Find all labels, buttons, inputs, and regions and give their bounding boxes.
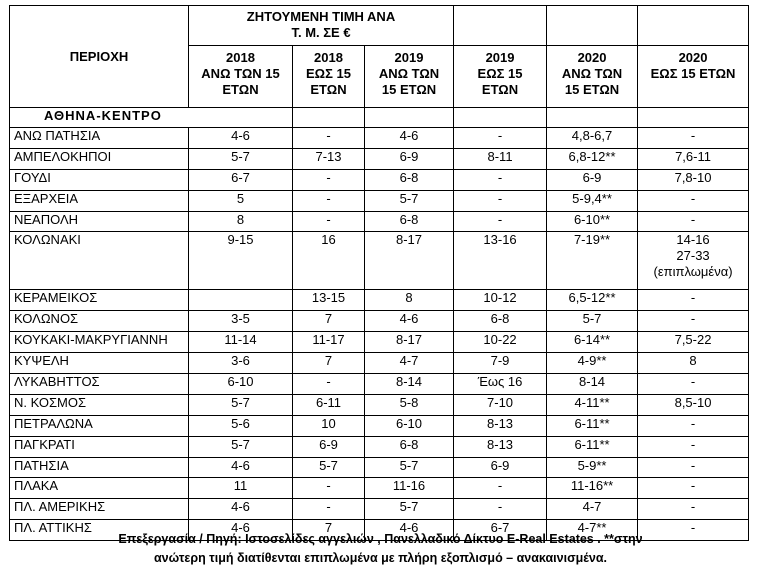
area-name: ΓΟΥΔΙ (10, 169, 189, 190)
price-cell: Έως 16 (454, 374, 547, 395)
price-cell: 5-7 (365, 499, 454, 520)
price-cell: 3-6 (189, 353, 293, 374)
price-cell: 4-6 (189, 499, 293, 520)
price-cell: 4-7 (547, 499, 638, 520)
price-cell: 7,5-22 (638, 332, 749, 353)
price-cell: - (454, 169, 547, 190)
price-cell: 6-8 (365, 169, 454, 190)
area-name: ΑΜΠΕΛΟΚΗΠΟΙ (10, 148, 189, 169)
price-cell: 10 (293, 415, 365, 436)
price-cell: 7 (293, 520, 365, 541)
column-header-year: 2020 (678, 50, 708, 65)
area-name: ΠΛΑΚΑ (10, 478, 189, 499)
area-name: ΛΥΚΑΒΗΤΤΟΣ (10, 374, 189, 395)
price-cell: - (293, 478, 365, 499)
price-cell: 16 (293, 232, 365, 290)
price-cell: 7-19** (547, 232, 638, 290)
price-cell (638, 232, 749, 290)
price-cell: 8-13 (454, 436, 547, 457)
footnote-line-1: Επεξεργασία / Πηγή: Ιστοσελίδες αγγελιών , Πανελλαδικό Δίκτυο E-Real Estates . **στην (118, 532, 643, 546)
price-cell: 6-14** (547, 332, 638, 353)
header-row-1 (10, 6, 749, 46)
table-row (10, 128, 749, 149)
price-cell: 4-6 (189, 520, 293, 541)
section-empty-cell (365, 108, 454, 128)
price-cell: - (293, 499, 365, 520)
column-header-3 (365, 46, 454, 108)
price-cell: 13-16 (454, 232, 547, 290)
price-cell: 5-7 (547, 311, 638, 332)
price-cell: 4-7 (365, 353, 454, 374)
price-cell: 4-6 (365, 311, 454, 332)
price-cell: 5-9** (547, 457, 638, 478)
price-cell: 6-7 (454, 520, 547, 541)
price-cell: 7,8-10 (638, 169, 749, 190)
price-cell: 7 (293, 311, 365, 332)
column-header-line2: 15 ΕΤΩΝ (381, 82, 437, 97)
price-table (9, 5, 749, 541)
column-header-line2: 15 ΕΤΩΝ (564, 82, 620, 97)
price-cell: - (454, 190, 547, 211)
price-cell: 13-15 (293, 290, 365, 311)
column-header-2 (293, 46, 365, 108)
price-cell: 8-11 (454, 148, 547, 169)
table-row (10, 394, 749, 415)
section-row (10, 108, 749, 128)
price-cell: 9-15 (189, 232, 293, 290)
price-cell-value: 14-16 (676, 232, 710, 248)
column-header-line1: ΑΝΩ ΤΩΝ (378, 66, 440, 81)
column-header-year: 2018 (314, 50, 343, 65)
price-cell: 10-12 (454, 290, 547, 311)
price-cell: 5-8 (365, 394, 454, 415)
table-row (10, 232, 749, 290)
price-cell: 8-14 (547, 374, 638, 395)
price-cell: - (638, 415, 749, 436)
price-cell-extra: (επιπλωμένα) (653, 264, 733, 280)
area-name: ΠΛ. ΑΜΕΡΙΚΗΣ (10, 499, 189, 520)
table-row (10, 290, 749, 311)
price-cell: - (638, 478, 749, 499)
column-header-6 (638, 46, 749, 108)
price-cell: - (638, 457, 749, 478)
column-header-year: 2018 (226, 50, 255, 65)
area-name: ΚΟΛΩΝΑΚΙ (10, 232, 189, 290)
section-empty-cell (293, 108, 365, 128)
header-empty-cell (638, 6, 749, 46)
column-header-line1: ΕΩΣ 15 ΕΤΩΝ (650, 66, 736, 81)
area-name: Ν. ΚΟΣΜΟΣ (10, 394, 189, 415)
price-cell: - (638, 520, 749, 541)
price-cell: 4-6 (189, 457, 293, 478)
area-name: ΠΑΓΚΡΑΤΙ (10, 436, 189, 457)
price-cell: 8,5-10 (638, 394, 749, 415)
area-name: ΚΕΡΑΜΕΙΚΟΣ (10, 290, 189, 311)
column-header-line1: ΕΩΣ 15 (306, 66, 351, 81)
column-header-line2: ΕΤΩΝ (222, 82, 259, 97)
price-cell: 4-6 (365, 128, 454, 149)
price-cell: - (638, 190, 749, 211)
price-cell: 11 (189, 478, 293, 499)
column-header-line2: ΕΤΩΝ (310, 82, 347, 97)
column-header-line1: ΑΝΩ ΤΩΝ 15 (201, 66, 280, 81)
column-header-line1: ΕΩΣ 15 (477, 66, 523, 81)
table-row (10, 190, 749, 211)
area-name: ΠΛ. ΑΤΤΙΚΗΣ (10, 520, 189, 541)
price-cell: - (638, 290, 749, 311)
price-cell (189, 290, 293, 311)
price-cell: 10-22 (454, 332, 547, 353)
price-cell: 5 (189, 190, 293, 211)
table-row (10, 211, 749, 232)
price-cell: - (638, 374, 749, 395)
column-header-5 (547, 46, 638, 108)
column-header-year: 2019 (394, 50, 424, 65)
price-cell: - (454, 499, 547, 520)
section-title: ΑΘΗΝΑ-ΚΕΝΤΡΟ (10, 108, 293, 128)
area-name: ΚΟΛΩΝΟΣ (10, 311, 189, 332)
price-cell: 11-16 (365, 478, 454, 499)
area-name: ΚΟΥΚΑΚΙ-ΜΑΚΡΥΓΙΑΝΝΗ (10, 332, 189, 353)
price-cell: - (638, 499, 749, 520)
price-cell: - (293, 128, 365, 149)
price-cell: - (293, 169, 365, 190)
price-cell: 6,8-12** (547, 148, 638, 169)
price-cell: 8 (189, 211, 293, 232)
price-cell: 6-9 (365, 148, 454, 169)
price-cell: 6-9 (547, 169, 638, 190)
price-cell: - (293, 211, 365, 232)
price-title-line2: Τ. Μ. ΣΕ € (291, 25, 351, 40)
price-cell: 7-10 (454, 394, 547, 415)
price-cell: 6-10 (189, 374, 293, 395)
price-title-header (189, 6, 454, 46)
section-empty-cell (454, 108, 547, 128)
price-cell: 5-7 (189, 394, 293, 415)
price-cell: 8 (638, 353, 749, 374)
table-row (10, 374, 749, 395)
price-cell: - (638, 211, 749, 232)
price-cell: 4-7** (547, 520, 638, 541)
column-header-line1: ΑΝΩ ΤΩΝ (561, 66, 623, 81)
price-cell: 5-7 (189, 148, 293, 169)
area-name: ΠΑΤΗΣΙΑ (10, 457, 189, 478)
price-cell: 8-13 (454, 415, 547, 436)
price-cell: 5-7 (365, 190, 454, 211)
price-cell: 11-14 (189, 332, 293, 353)
price-cell: 7 (293, 353, 365, 374)
column-header-year: 2019 (485, 50, 515, 65)
table-row (10, 148, 749, 169)
section-empty-cell (547, 108, 638, 128)
area-name: ΑΝΩ ΠΑΤΗΣΙΑ (10, 128, 189, 149)
price-cell: 6-8 (365, 211, 454, 232)
section-empty-cell (638, 108, 749, 128)
price-cell: - (638, 128, 749, 149)
price-cell: 6-11** (547, 436, 638, 457)
table-row (10, 169, 749, 190)
table-row (10, 332, 749, 353)
price-cell: 6-8 (454, 311, 547, 332)
price-cell: 6-7 (189, 169, 293, 190)
table-row (10, 478, 749, 499)
price-cell: - (293, 190, 365, 211)
table-row (10, 415, 749, 436)
price-cell: 5-7 (293, 457, 365, 478)
price-cell: 6,5-12** (547, 290, 638, 311)
price-cell: 4-6 (365, 520, 454, 541)
table-row (10, 311, 749, 332)
price-cell: 5-7 (365, 457, 454, 478)
price-cell: 11-16** (547, 478, 638, 499)
table-row (10, 436, 749, 457)
price-cell: 5-7 (189, 436, 293, 457)
price-cell-extra: 27-33 (676, 248, 710, 264)
header-empty-cell (547, 6, 638, 46)
column-header-line2: ΕΤΩΝ (481, 82, 519, 97)
price-cell: 6-10** (547, 211, 638, 232)
area-name: ΕΞΑΡΧΕΙΑ (10, 190, 189, 211)
price-cell: 4-9** (547, 353, 638, 374)
price-cell: - (638, 436, 749, 457)
price-cell: - (454, 128, 547, 149)
column-header-4 (454, 46, 547, 108)
price-cell: 4-11** (547, 394, 638, 415)
price-title-line1: ΖΗΤΟΥΜΕΝΗ ΤΙΜΗ ΑΝΑ (246, 9, 396, 24)
price-cell: 4-6 (189, 128, 293, 149)
price-cell: 5-9,4** (547, 190, 638, 211)
footnote-line-2: ανώτερη τιμή διατίθενται επιπλωμένα με πλήρη εξοπλισμό – ανακαινισμένα. (153, 551, 608, 565)
table-row (10, 457, 749, 478)
price-cell: 6-10 (365, 415, 454, 436)
price-cell: - (454, 211, 547, 232)
price-cell: 8-17 (365, 232, 454, 290)
price-cell: 8-17 (365, 332, 454, 353)
area-name: ΠΕΤΡΑΛΩΝΑ (10, 415, 189, 436)
price-cell: 6-11 (293, 394, 365, 415)
header-empty-cell (454, 6, 547, 46)
price-cell: - (454, 478, 547, 499)
price-cell: 5-6 (189, 415, 293, 436)
price-cell: 3-5 (189, 311, 293, 332)
column-header-year: 2020 (577, 50, 607, 65)
price-cell: - (293, 374, 365, 395)
table-row (10, 353, 749, 374)
area-name: ΝΕΑΠΟΛΗ (10, 211, 189, 232)
region-header: ΠΕΡΙΟΧΗ (10, 6, 189, 108)
price-cell: 7,6-11 (638, 148, 749, 169)
price-cell: 4,8-6,7 (547, 128, 638, 149)
price-cell: 11-17 (293, 332, 365, 353)
table-row (10, 499, 749, 520)
price-cell: 8 (365, 290, 454, 311)
area-name: ΚΥΨΕΛΗ (10, 353, 189, 374)
price-cell: 7-9 (454, 353, 547, 374)
price-cell: 6-8 (365, 436, 454, 457)
price-cell: - (638, 311, 749, 332)
column-header-1 (189, 46, 293, 108)
price-cell: 6-9 (293, 436, 365, 457)
price-cell: 8-14 (365, 374, 454, 395)
price-cell: 6-9 (454, 457, 547, 478)
price-cell: 6-11** (547, 415, 638, 436)
price-cell: 7-13 (293, 148, 365, 169)
